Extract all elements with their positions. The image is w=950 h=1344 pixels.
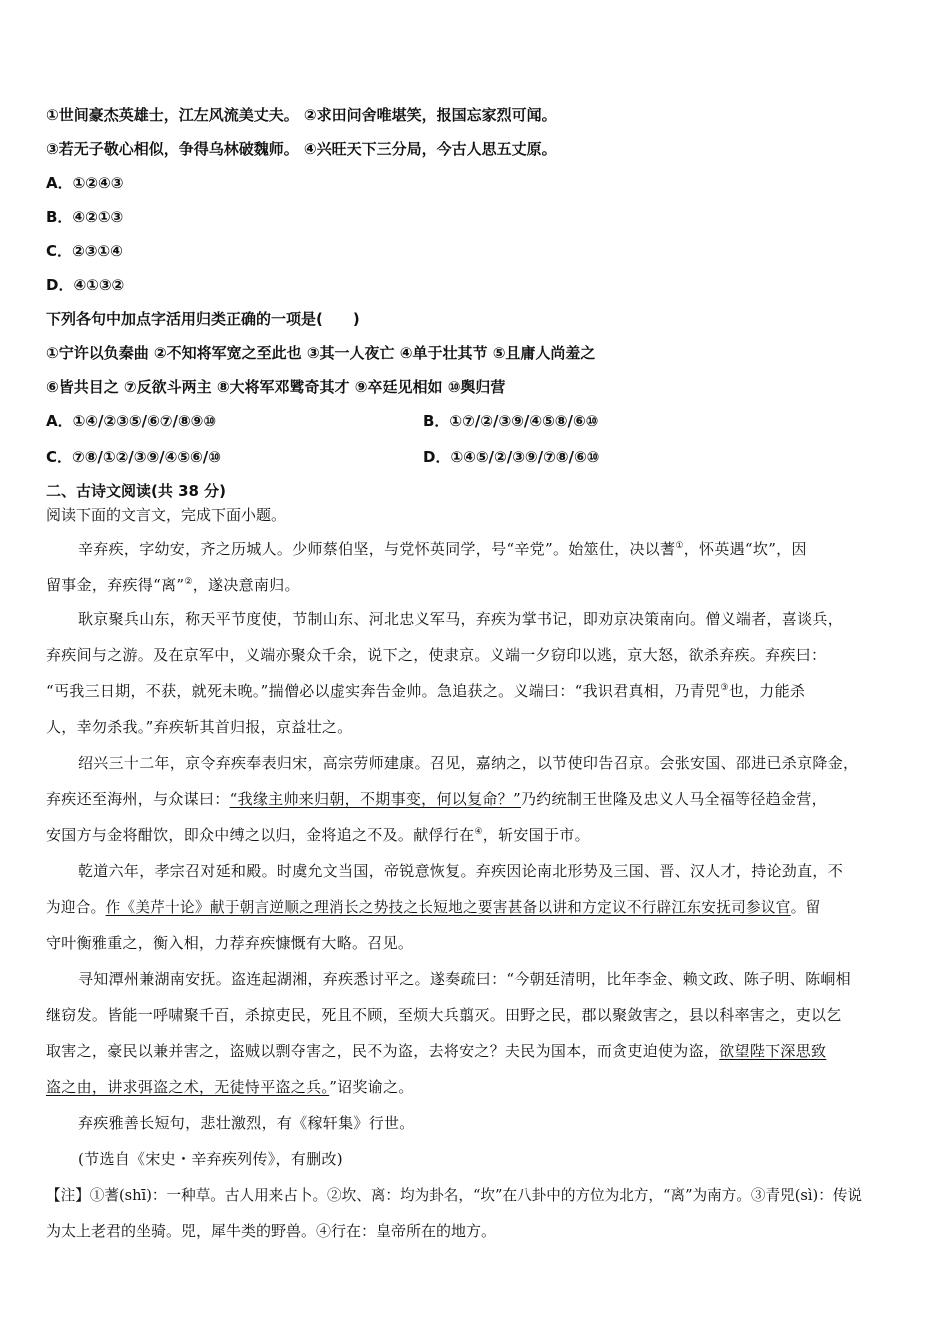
word-options-row2 (46, 446, 910, 467)
passage-p3-line2: 弃疾还至海州，与众谋曰：“我缘主帅来归朝，不期事变，何以复命？”乃约统制王世隆及忠义人马全福等径趋金营， (46, 790, 827, 808)
order-option-d: D．④①③② (46, 276, 125, 294)
passage-p5-line1: 寻知潭州兼湖南安抚。盗连起湖湘，弃疾悉讨平之。遂奏疏曰：“今朝廷清明，比年李金、赖文政、陈子明、陈峒相 (78, 970, 851, 988)
word-option-c: C．⑦⑧/①②/③⑨/④⑤⑥/⑩ (46, 448, 221, 466)
passage-source: (节选自《宋史・辛弃疾列传》，有删改) (78, 1150, 343, 1168)
passage-p4-line3: 守叶衡雅重之，衡入相，力荐弃疾慷慨有大略。召见。 (46, 934, 414, 952)
order-items-line1: ①世间豪杰英雄士，江左风流美丈夫。 ②求田问舍唯堪笑，报国忘家烈可闻。 (46, 106, 557, 124)
order-option-b: B．④②①③ (46, 208, 124, 226)
passage-p4-line2: 为迎合。作《美芹十论》献于朝言逆顺之理消长之势技之长短地之要害甚备以讲和方定议不行辟江东安抚司参议官。留 (46, 899, 821, 916)
word-option-a: A．①④/②③⑤/⑥⑦/⑧⑨⑩ (46, 412, 217, 430)
order-items-line2: ③若无子敬心相似，争得乌林破魏师。 ④兴旺天下三分局，今古人思五丈原。 (46, 140, 557, 158)
passage-p4-line1: 乾道六年，孝宗召对延和殿。时虞允文当国，帝锐意恢复。弃疾因论南北形势及三国、晋、汉人才，持论劲直，不 (78, 862, 844, 880)
passage-p5-line4: 盗之由，讲求弭盗之术，无徒恃平盗之兵。”诏奖谕之。 (46, 1078, 414, 1096)
section-heading: 二、古诗文阅读(共 38 分) (46, 482, 227, 500)
underlined-sentence-3a: 欲望陛下深思致 (719, 1042, 827, 1060)
passage-p2-line2: 弃疾间与之游。及在京军中，义端亦聚众千余，说下之，使隶京。义端一夕窃印以逃，京大怒，欲杀弃疾。弃疾曰： (46, 646, 827, 664)
passage-p2-line1: 耿京聚兵山东，称天平节度使，节制山东、河北忠义军马，弃疾为掌书记，即劝京决策南向。僧义端者，喜谈兵， (78, 610, 844, 628)
passage-p1-line2: 留事金，弃疾得“离”②，遂决意南归。 (46, 576, 300, 594)
note-line2: 为太上老君的坐骑。兕，犀牛类的野兽。④行在：皇帝所在的地方。 (46, 1222, 497, 1240)
passage-p3-line1: 绍兴三十二年，京令弃疾奉表归宋，高宗劳师建康。召见，嘉纳之，以节使印告召京。会张安国、邵进已杀京降金， (78, 754, 859, 772)
word-sentences-line1: ①宁许以负秦曲 ②不知将军宽之至此也 ③其一人夜亡 ④单于壮其节 ⑤且庸人尚羞之 (46, 344, 596, 362)
underlined-sentence-1: “我缘主帅来归朝，不期事变，何以复命？” (229, 790, 521, 808)
passage-p2-line4: 人，幸勿杀我。”弃疾斩其首归报，京益壮之。 (46, 718, 353, 736)
word-option-b: B．①⑦/②/③⑨/④⑤⑧/⑥⑩ (423, 412, 599, 430)
passage-p6: 弃疾雅善长短句，悲壮激烈，有《稼轩集》行世。 (78, 1114, 415, 1132)
order-option-c: C．②③①④ (46, 242, 123, 260)
reading-instruction: 阅读下面的文言文，完成下面小题。 (46, 506, 287, 524)
word-question-stem: 下列各句中加点字活用归类正确的一项是( ) (46, 310, 360, 328)
passage-p5-line3: 取害之，豪民以兼并害之，盗贼以剽夺害之，民不为盗，去将安之？夫民为国本，而贪吏迫使为盗，欲望陛下深思致 (46, 1042, 827, 1060)
underlined-sentence-2: 作《美芹十论》献于朝言逆顺之理消长之势技之长短地之要害甚备以讲和方定议不行辟江东安抚司参议官 (105, 899, 791, 916)
word-options-row1 (46, 410, 910, 431)
note-line1: 【注】①蓍(shī)：一种草。古人用来占卜。②坎、离：均为卦名，“坎”在八卦中的方位为北方，“离”为南方。③青兕(sì)：传说 (46, 1187, 863, 1204)
passage-p3-line3: 安国方与金将酣饮，即众中缚之以归，金将追之不及。献俘行在④，斩安国于市。 (46, 826, 590, 844)
passage-p2-line3: “丐我三日期，不获，就死未晚。”揣僧必以虚实奔告金帅。急追获之。义端曰：“我识君真相，乃青兕③也，力能杀 (46, 682, 806, 700)
word-option-d: D．①④⑤/②/③⑨/⑦⑧/⑥⑩ (423, 448, 600, 466)
passage-p5-line2: 继窃发。皆能一呼啸聚千百，杀掠吏民，死且不顾，至烦大兵翦灭。田野之民，郡以聚敛害之，县以科率害之，吏以乞 (46, 1006, 842, 1024)
passage-p1-line1: 辛弃疾，字幼安，齐之历城人。少师蔡伯坚，与党怀英同学，号“辛党”。始筮仕，决以蓍①，怀英遇“坎”，因 (78, 540, 807, 558)
underlined-sentence-3b: 盗之由，讲求弭盗之术，无徒恃平盗之兵。 (46, 1078, 330, 1096)
word-sentences-line2: ⑥皆共目之 ⑦反欲斗两主 ⑧大将军邓骘奇其才 ⑨卒廷见相如 ⑩舆归营 (46, 378, 506, 396)
order-option-a: A．①②④③ (46, 174, 124, 192)
